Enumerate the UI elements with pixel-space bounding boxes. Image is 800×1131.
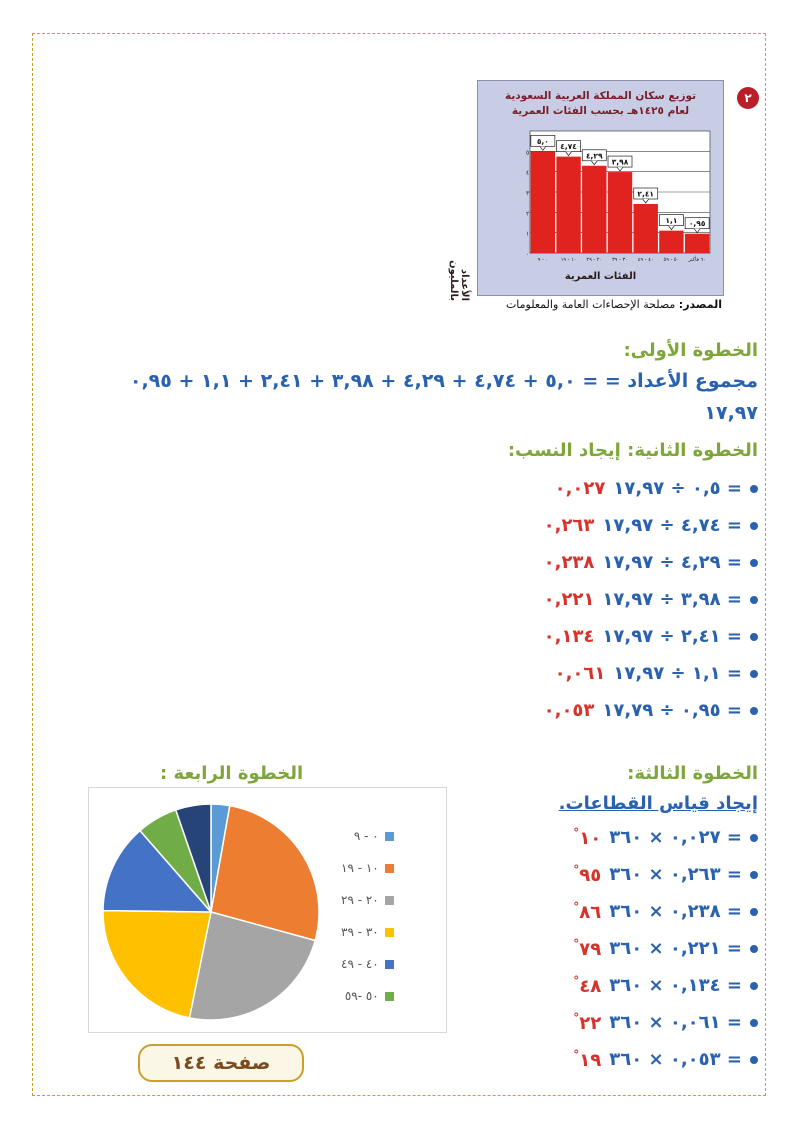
data-label: ٣,٩٨ <box>611 157 629 167</box>
ratio-expression: ٣,٩٨ ÷ ١٧,٩٧ = <box>602 589 742 610</box>
angle-expression: ٠,٠٥٣ × ٣٦٠ = <box>609 1049 742 1070</box>
x-tick-label: ٥٠ - ٥٩ <box>663 257 680 263</box>
bullet-icon <box>750 834 758 842</box>
step1-heading: الخطوة الأولى: <box>623 340 758 361</box>
ratio-expression: ٢,٤١ ÷ ١٧,٩٧ = <box>602 626 742 647</box>
ratio-result: ٠,٢٣٨ <box>543 552 595 573</box>
legend-swatch <box>385 832 394 841</box>
legend-swatch <box>385 864 394 873</box>
ratio-row <box>555 663 758 684</box>
legend-swatch <box>385 896 394 905</box>
data-label: ٥,٠ <box>536 136 549 146</box>
bullet-icon <box>750 559 758 567</box>
bullet-icon <box>750 707 758 715</box>
legend-label: ١٠ - ١٩ <box>341 861 379 875</box>
bullet-icon <box>750 596 758 604</box>
x-tick-label: ٤٠ - ٤٩ <box>637 257 654 263</box>
legend-item <box>341 884 394 916</box>
angle-row <box>573 826 758 849</box>
x-tick-label: ١٠ - ١٩ <box>560 257 577 263</box>
legend-label: ٠ - ٩ <box>353 829 379 843</box>
ratio-result: ٠,٠٦١ <box>554 663 606 684</box>
ratio-result: ٠,٠٢٧ <box>554 478 606 499</box>
legend-item <box>341 820 394 852</box>
step4-heading: الخطوة الرابعة : <box>160 763 304 784</box>
legend-item <box>341 852 394 884</box>
bullet-icon <box>750 1056 758 1064</box>
pie-legend <box>341 820 394 1012</box>
data-label: ١,١ <box>665 216 678 226</box>
chart-title-line1: توزيع سكان المملكة العربية السعودية <box>504 90 697 102</box>
angle-value: ٩٥ <box>579 865 602 886</box>
legend-item <box>341 980 394 1012</box>
ratio-expression: ٤,٧٤ ÷ ١٧,٩٧ = <box>602 515 742 536</box>
angle-row <box>573 1048 758 1071</box>
bar <box>685 234 709 253</box>
legend-label: ٥٠ -٥٩ <box>344 989 379 1003</box>
sum-expression: ٥,٠ + ٤,٧٤ + ٤,٢٩ + ٣,٩٨ + ٢,٤١ + ١,١ + ٠,٩٥ = <box>129 370 599 392</box>
x-tick-label: ٣٠ - ٣٩ <box>612 257 628 263</box>
angle-row <box>573 937 758 960</box>
angle-result <box>573 826 601 849</box>
bar <box>556 157 580 253</box>
source-text: مصلحة الإحصاءات العامة والمعلومات <box>505 298 676 311</box>
angle-result <box>573 974 601 997</box>
bullet-icon <box>750 485 758 493</box>
legend-label: ٤٠ - ٤٩ <box>341 957 379 971</box>
ratio-row <box>555 478 758 499</box>
chart-title-line2: لعام ١٤٢٥هـ بحسب الفئات العمرية <box>511 105 690 117</box>
step3-heading: الخطوة الثالثة: <box>627 763 758 784</box>
data-label: ٢,٤١ <box>637 189 655 199</box>
step3-subheading: إيجاد قياس القطاعات. <box>558 793 758 814</box>
degree-unit: ° <box>573 826 580 840</box>
degree-unit: ° <box>573 1011 580 1025</box>
angle-expression: ٠,٢٦٣ × ٣٦٠ = <box>609 864 742 885</box>
angle-value: ١٩ <box>579 1050 602 1071</box>
bullet-icon <box>750 633 758 641</box>
sum-label: مجموع الأعداد = <box>604 370 758 392</box>
angle-expression: ٠,٢٣٨ × ٣٦٠ = <box>609 901 742 922</box>
ratio-result: ٠,٠٥٣ <box>543 700 595 721</box>
angle-result <box>573 1048 601 1071</box>
legend-item <box>341 916 394 948</box>
ratio-result: ٠,٢٢١ <box>543 589 595 610</box>
y-tick-label: ٤ <box>526 169 530 177</box>
ratio-row <box>544 700 758 721</box>
chart-y-label: الأعداد بالمليون <box>448 260 470 301</box>
legend-item <box>341 948 394 980</box>
bar <box>608 172 632 253</box>
ratio-expression: ١,١ ÷ ١٧,٩٧ = <box>613 663 742 684</box>
bar <box>659 231 683 253</box>
item-number-badge: ٢ <box>737 87 759 109</box>
x-tick-label: ٢٠ - ٢٩ <box>586 257 603 263</box>
angle-result <box>573 900 601 923</box>
legend-label: ٣٠ - ٣٩ <box>341 925 379 939</box>
angle-value: ٤٨ <box>579 976 602 997</box>
ratio-expression: ٤,٢٩ ÷ ١٧,٩٧ = <box>602 552 742 573</box>
angle-expression: ٠,٠٢٧ × ٣٦٠ = <box>609 827 742 848</box>
angle-row <box>573 863 758 886</box>
degree-unit: ° <box>573 974 580 988</box>
ratio-expression: ٠,٩٥ ÷ ١٧,٧٩ = <box>602 700 742 721</box>
chart-source <box>478 298 722 311</box>
data-label: ٠,٩٥ <box>688 219 706 229</box>
x-tick-label: ٦٠ فأكثر <box>688 257 706 263</box>
bullet-icon <box>750 1019 758 1027</box>
sum-result: ١٧,٩٧ <box>704 402 758 424</box>
pie-chart-box <box>88 787 447 1033</box>
y-tick-label: ١ <box>526 230 530 238</box>
ratio-row <box>544 589 758 610</box>
bullet-icon <box>750 871 758 879</box>
angle-value: ١٠ <box>579 828 602 849</box>
degree-unit: ° <box>573 1048 580 1062</box>
angle-row <box>573 974 758 997</box>
data-label: ٤,٧٤ <box>560 142 577 152</box>
source-bar-chart <box>448 80 724 301</box>
bullet-icon <box>750 908 758 916</box>
bar <box>582 166 606 253</box>
ratio-row <box>544 626 758 647</box>
ratio-result: ٠,٢٦٣ <box>543 515 595 536</box>
source-label: المصدر: <box>678 298 722 311</box>
y-tick-label: ٠ <box>526 251 530 258</box>
angle-row <box>573 1011 758 1034</box>
y-tick-label: ٥ <box>526 149 530 157</box>
legend-swatch <box>385 928 394 937</box>
page-number: صفحة ١٤٤ <box>138 1044 304 1082</box>
y-tick-label: ٣ <box>526 190 530 197</box>
bar <box>634 204 658 253</box>
degree-unit: ° <box>573 863 580 877</box>
angle-expression: ٠,٠٦١ × ٣٦٠ = <box>609 1012 742 1033</box>
angle-value: ٢٢ <box>579 1013 602 1034</box>
angle-result <box>573 863 601 886</box>
bullet-icon <box>750 670 758 678</box>
ratio-row <box>544 515 758 536</box>
angle-result <box>573 1011 601 1034</box>
bullet-icon <box>750 522 758 530</box>
bullet-icon <box>750 982 758 990</box>
angle-row <box>573 900 758 923</box>
legend-swatch <box>385 992 394 1001</box>
ratio-row <box>544 552 758 573</box>
legend-swatch <box>385 960 394 969</box>
chart-x-label: الفئات العمرية <box>564 271 637 282</box>
bullet-icon <box>750 945 758 953</box>
angle-result <box>573 937 601 960</box>
ratio-expression: ٠,٥ ÷ ١٧,٩٧ = <box>613 478 742 499</box>
step2-heading: الخطوة الثانية: إيجاد النسب: <box>507 440 758 461</box>
ratio-result: ٠,١٣٤ <box>543 626 595 647</box>
bar <box>531 151 555 253</box>
data-label: ٤,٢٩ <box>585 151 603 161</box>
angle-expression: ٠,١٣٤ × ٣٦٠ = <box>609 975 742 996</box>
degree-unit: ° <box>573 937 580 951</box>
sum-line <box>38 370 758 392</box>
angle-value: ٧٩ <box>579 939 602 960</box>
bar-chart-svg <box>478 81 723 295</box>
legend-label: ٢٠ - ٢٩ <box>341 893 379 907</box>
angle-expression: ٠,٢٢١ × ٣٦٠ = <box>609 938 742 959</box>
angle-value: ٨٦ <box>579 902 602 923</box>
y-tick-label: ٢ <box>526 210 530 218</box>
x-tick-label: ٠ - ٩ <box>537 257 549 263</box>
degree-unit: ° <box>573 900 580 914</box>
